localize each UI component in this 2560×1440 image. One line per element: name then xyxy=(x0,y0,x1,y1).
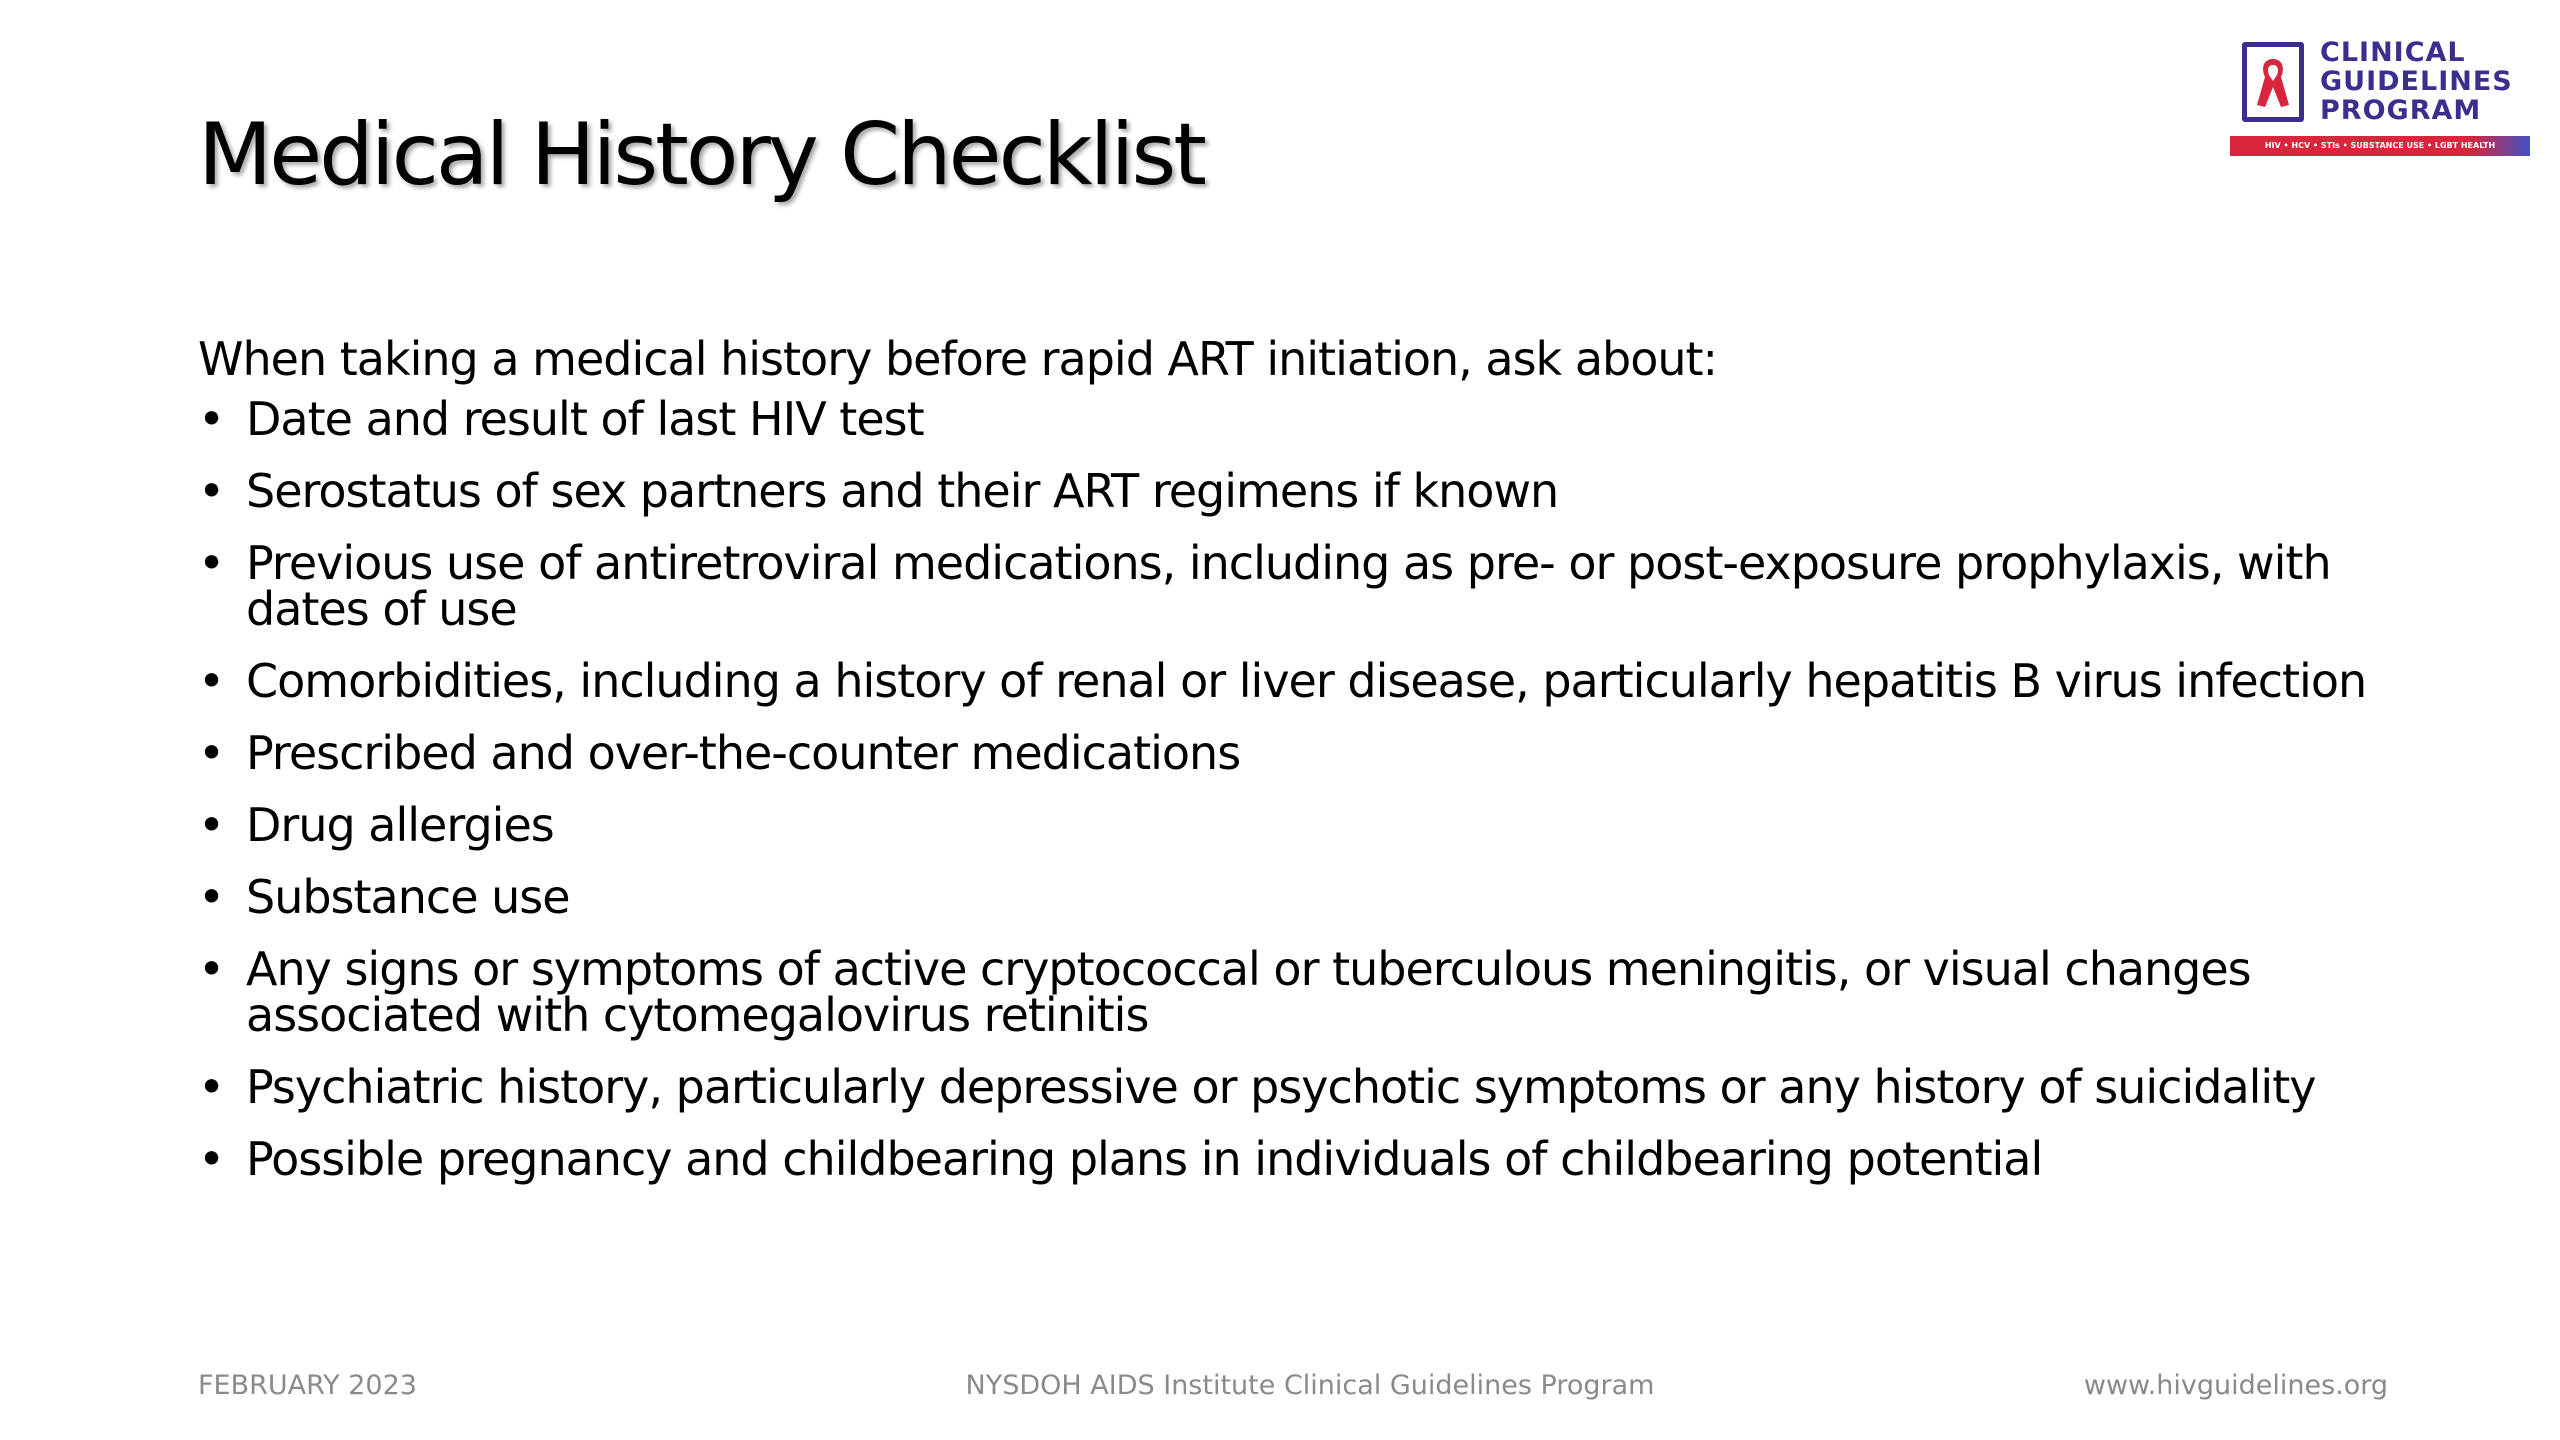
bullet-marker: • xyxy=(198,942,225,996)
bullet-marker: • xyxy=(198,798,225,852)
logo-line-1: CLINICAL xyxy=(2320,37,2466,68)
bullet-marker: • xyxy=(198,1132,225,1186)
checklist xyxy=(198,392,2378,1186)
checklist-item-text: Prescribed and over-the-counter medications xyxy=(246,726,1241,780)
bullet-marker: • xyxy=(198,1060,225,1114)
checklist-item-text: Previous use of antiretroviral medications, including as pre- or post-exposure prophylaxis, with dates of use xyxy=(246,536,2331,636)
checklist-item-text: Drug allergies xyxy=(246,798,554,852)
checklist-item xyxy=(198,654,2378,708)
bullet-marker: • xyxy=(198,464,225,518)
slide-title: Medical History Checklist xyxy=(198,105,1204,205)
clinical-guidelines-program-logo xyxy=(2230,38,2530,160)
checklist-item xyxy=(198,870,2378,924)
slide-body xyxy=(198,330,2378,1208)
checklist-item xyxy=(198,464,2378,518)
bullet-marker: • xyxy=(198,536,225,590)
checklist-item-text: Any signs or symptoms of active cryptococcal or tuberculous meningitis, or visual changes associated with cytomegalovirus retinitis xyxy=(246,942,2251,1042)
red-ribbon-icon xyxy=(2253,53,2293,113)
footer-date: FEBRUARY 2023 xyxy=(198,1370,417,1401)
logo-wordmark xyxy=(2320,38,2513,125)
checklist-item xyxy=(198,726,2378,780)
logo-frame xyxy=(2242,42,2304,122)
checklist-item xyxy=(198,942,2378,1042)
bullet-marker: • xyxy=(198,870,225,924)
checklist-item-text: Possible pregnancy and childbearing plans in individuals of childbearing potential xyxy=(246,1132,2043,1186)
logo-line-3: PROGRAM xyxy=(2320,95,2482,126)
checklist-item xyxy=(198,798,2378,852)
checklist-item-text: Psychiatric history, particularly depressive or psychotic symptoms or any history of suicidality xyxy=(246,1060,2316,1114)
checklist-item-text: Comorbidities, including a history of renal or liver disease, particularly hepatitis B virus infection xyxy=(246,654,2367,708)
footer-program: NYSDOH AIDS Institute Clinical Guidelines Program xyxy=(965,1370,1655,1401)
bullet-marker: • xyxy=(198,654,225,708)
intro-text: When taking a medical history before rapid ART initiation, ask about: xyxy=(198,332,1718,386)
footer-url: www.hivguidelines.org xyxy=(2083,1370,2388,1401)
checklist-item-text: Substance use xyxy=(246,870,570,924)
bullet-marker: • xyxy=(198,392,225,446)
checklist-item xyxy=(198,392,2378,446)
checklist-item xyxy=(198,1060,2378,1114)
bullet-marker: • xyxy=(198,726,225,780)
checklist-item-text: Serostatus of sex partners and their ART regimens if known xyxy=(246,464,1559,518)
checklist-item xyxy=(198,536,2378,636)
logo-tagline-bar: HIV • HCV • STIs • SUBSTANCE USE • LGBT HEALTH xyxy=(2230,136,2530,156)
checklist-item xyxy=(198,1132,2378,1186)
logo-line-2: GUIDELINES xyxy=(2320,66,2513,97)
checklist-item-text: Date and result of last HIV test xyxy=(246,392,924,446)
